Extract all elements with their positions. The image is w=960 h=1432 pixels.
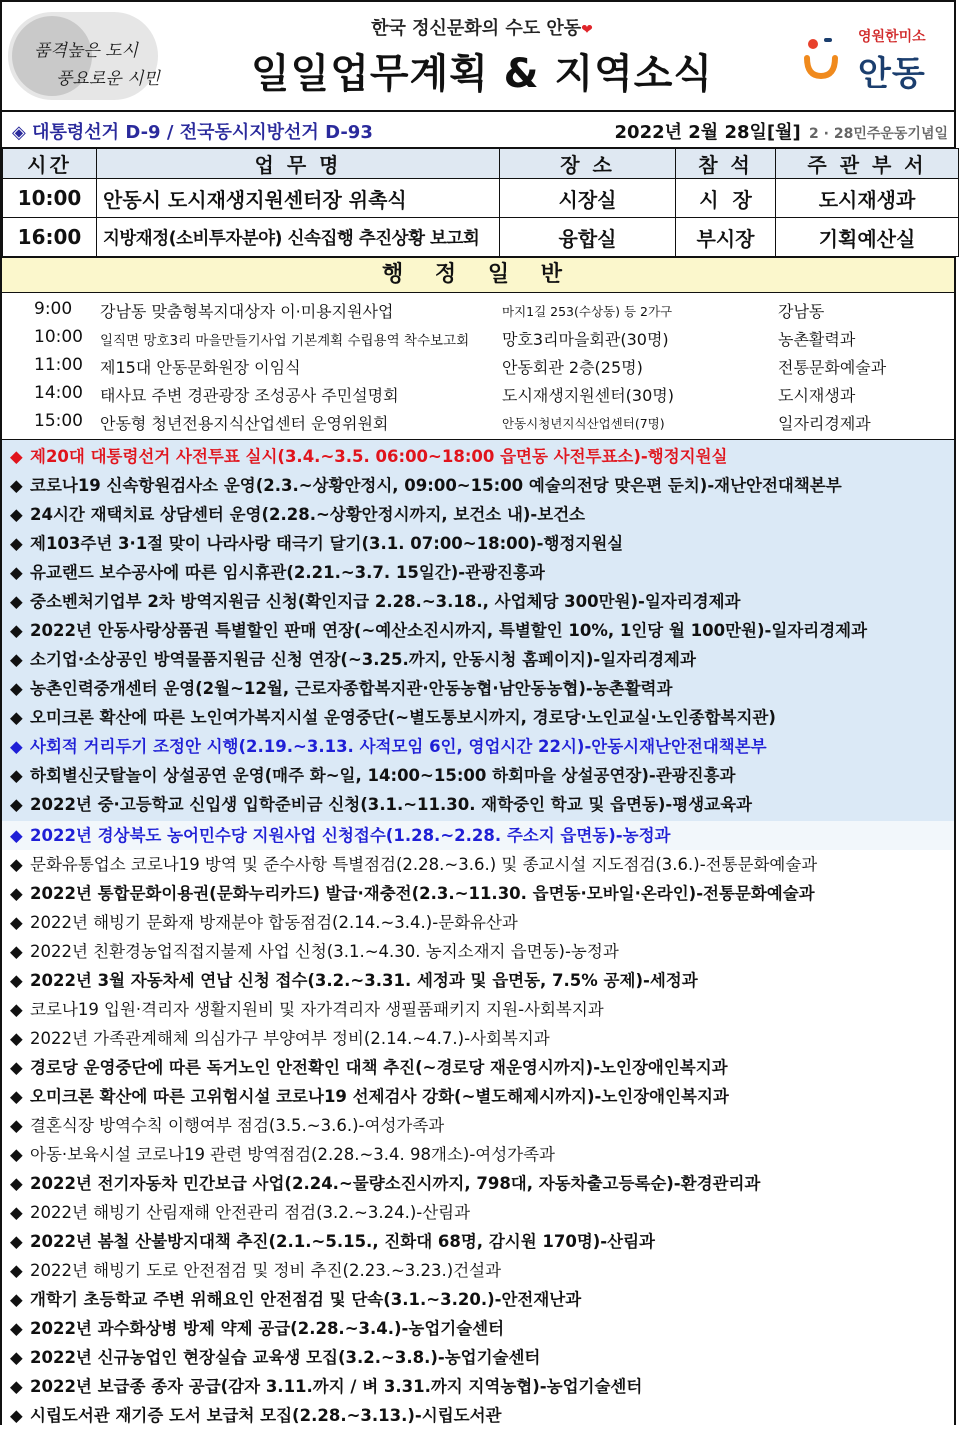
notice-list-highlighted [2,440,954,821]
notice-text: 2022년 봄철 산불방지대책 추진(2.1.~5.15., 진화대 68명, 감시원 170명)-산림과 [30,1232,655,1251]
diamond-bullet-icon: ◆ [10,855,23,874]
item-time: 14:00 [34,383,83,403]
notice-text: 결혼식장 방역수칙 이행여부 점검(3.5.~3.6.)-여성가족과 [30,1116,445,1135]
diamond-bullet-icon: ◆ [10,1116,23,1135]
col-header-task: 업 무 명 [97,149,500,179]
notice-item [2,703,954,732]
header [2,2,954,112]
item-place: 안동회관 2층(25명) [502,358,643,377]
notice-item [2,790,954,819]
cell-attendee: 시 장 [676,179,776,218]
item-task: 일직면 망호3리 마을만들기사업 기본계획 수립용역 착수보고회 [100,333,470,349]
notice-item [2,1372,954,1401]
notice-text: 소기업·소상공인 방역물품지원금 신청 연장(~3.25.까지, 안동시청 홈페이지)-일자리경제과 [30,650,696,669]
item-dept: 농촌활력과 [778,330,856,349]
col-header-time: 시간 [3,149,97,179]
notice-item [2,616,954,645]
diamond-bullet-icon: ◆ [10,1406,23,1425]
item-place: 안동시청년지식산업센터(7명) [502,416,665,431]
notice-item [2,587,954,616]
notice-item [2,500,954,529]
notice-text: 2022년 과수화상병 방제 약제 공급(2.28.~3.4.)-농업기술센터 [30,1319,505,1338]
diamond-bullet-icon: ◆ [10,1174,23,1193]
notice-text: 2022년 중·고등학교 신입생 입학준비금 신청(3.1.~11.30. 재학중인 학교 및 읍면동)-평생교육과 [30,795,752,814]
memorial-day: 2 · 28민주운동기념일 [809,126,948,142]
notice-item [2,471,954,500]
header-subtitle [302,14,662,40]
list-item [2,323,954,351]
cell-dept: 도시재생과 [776,179,959,218]
diamond-bullet-icon: ◆ [10,592,23,611]
diamond-bullet-icon: ◆ [10,1087,23,1106]
general-admin-title: 행 정 일 반 [2,257,954,293]
item-dept: 강남동 [778,302,825,321]
diamond-bullet-icon: ◆ [10,913,23,932]
notice-text: 2022년 통합문화이용권(문화누리카드) 발급·재충전(2.3.~11.30. 읍면동·모바일·온라인)-전통문화예술과 [30,884,815,903]
notice-text: 2022년 경상북도 농어민수당 지원사업 신청접수(1.28.~2.28. 주소지 읍면동)-농정과 [30,826,671,845]
notice-text: 2022년 3월 자동차세 연납 신청 접수(3.2.~3.31. 세정과 및 읍면동, 7.5% 공제)-세정과 [30,971,698,990]
item-time: 9:00 [34,299,73,319]
slogan-badge [8,12,158,100]
notice-item [2,529,954,558]
diamond-bullet-icon: ◆ [10,1145,23,1164]
notice-text: 경로당 운영중단에 따른 독거노인 안전확인 대책 추진(~경로당 재운영시까지)-노인장애인복지과 [30,1058,728,1077]
notice-text: 오미크론 확산에 따른 고위험시설 코로나19 선제검사 강화(~별도해제시까지)-노인장애인복지과 [30,1087,729,1106]
list-item [2,379,954,407]
diamond-bullet-icon: ◆ [10,447,23,466]
item-place: 망호3리마을회관(30명) [502,330,669,349]
item-place: 마지1길 253(수상동) 등 2가구 [502,304,673,319]
notice-item [2,1198,954,1227]
notice-item [2,1024,954,1053]
schedule-header-row [3,149,959,179]
diamond-bullet-icon: ◆ [10,505,23,524]
item-task: 강남동 맞춤형복지대상자 이·미용지원사업 [100,302,394,321]
notice-item [2,879,954,908]
schedule-table [2,148,959,257]
notice-item [2,850,954,879]
notice-text: 개학기 초등학교 주변 위해요인 안전점검 및 단속(3.1.~3.20.)-안전재난과 [30,1290,582,1309]
col-header-attendee: 참 석 [676,149,776,179]
notice-text: 2022년 가족관계해체 의심가구 부양여부 정비(2.14.~4.7.)-사회복지과 [30,1029,550,1048]
notice-text: 시립도서관 재기증 도서 보급처 모집(2.28.~3.13.)-시립도서관 [30,1406,502,1425]
diamond-bullet-icon: ◆ [10,884,23,903]
diamond-bullet-icon: ◆ [10,1203,23,1222]
diamond-bullet-icon: ◆ [10,476,23,495]
table-row [3,179,959,218]
cell-time: 10:00 [3,179,97,218]
cell-time: 16:00 [3,218,97,257]
cell-dept: 기획예산실 [776,218,959,257]
notice-item [2,966,954,995]
table-row [3,218,959,257]
list-item [2,407,954,435]
diamond-bullet-icon: ◆ [10,826,23,845]
notice-item [2,1140,954,1169]
notice-item [2,1314,954,1343]
notice-item [2,1111,954,1140]
notice-item [2,1053,954,1082]
notice-text: 2022년 안동사랑상품권 특별할인 판매 연장(~예산소진시까지, 특별할인 10%, 1인당 월 100만원)-일자리경제과 [30,621,868,640]
heart-icon: ❤ [581,22,593,38]
notice-item [2,732,954,761]
diamond-bullet-icon: ◆ [10,621,23,640]
notice-item [2,558,954,587]
notice-text: 유교랜드 보수공사에 따른 임시휴관(2.21.~3.7. 15일간)-관광진흥과 [30,563,545,582]
list-item [2,295,954,323]
item-task: 태사묘 주변 경관광장 조성공사 주민설명회 [100,386,399,405]
notice-text: 중소벤처기업부 2차 방역지원금 신청(확인지급 2.28.~3.18., 사업체당 300만원)-일자리경제과 [30,592,741,611]
slogan-line1: 품격높은 도시 [34,41,138,61]
notice-text: 2022년 신규농업인 현장실습 교육생 모집(3.2.~3.8.)-농업기술센터 [30,1348,541,1367]
diamond-bullet-icon: ◆ [10,766,23,785]
notice-text: 2022년 해빙기 도로 안전점검 및 정비 추진(2.23.~3.23.)건설과 [30,1261,502,1280]
notice-text: 2022년 전기자동차 민간보급 사업(2.24.~물량소진시까지, 798대, 자동차출고등록순)-환경관리과 [30,1174,761,1193]
item-place: 도시재생지원센터(30명) [502,386,674,405]
diamond-bullet-icon: ◆ [10,1348,23,1367]
diamond-bullet-icon: ◆ [10,1261,23,1280]
item-dept: 도시재생과 [778,386,856,405]
cell-place: 시장실 [500,179,676,218]
notice-text: 제20대 대통령선거 사전투표 실시(3.4.~3.5. 06:00~18:00 읍면동 사전투표소)-행정지원실 [30,447,728,466]
list-item [2,351,954,379]
notice-text: 2022년 해빙기 산림재해 안전관리 점검(3.2.~3.24.)-산림과 [30,1203,471,1222]
diamond-bullet-icon: ◆ [10,1377,23,1396]
general-admin-list [2,293,954,440]
notice-item [2,1256,954,1285]
header-subtitle-text: 한국 정신문화의 수도 안동 [371,18,582,39]
notice-item [2,761,954,790]
page-title: 일일업무계획 & 지역소식 [250,51,714,97]
logo-tagline: 영원한미소 [858,29,926,45]
notice-item [2,1343,954,1372]
notice-text: 아동·보육시설 코로나19 관련 방역점검(2.28.~3.4. 98개소)-여성가족과 [30,1145,555,1164]
notice-item [2,908,954,937]
cell-attendee: 부시장 [676,218,776,257]
notice-text: 제103주년 3·1절 맞이 나라사랑 태극기 달기(3.1. 07:00~18:00)-행정지원실 [30,534,624,553]
andong-logo [798,20,938,94]
notice-item [2,937,954,966]
notice-item [2,995,954,1024]
notice-text: 사회적 거리두기 조정안 시행(2.19.~3.13. 사적모임 6인, 영업시간 22시)-안동시재난안전대책본부 [30,737,767,756]
election-countdown: ◈ 대통령선거 D-9 / 전국동시지방선거 D-93 [12,122,373,143]
item-task: 안동형 청년전용지식산업센터 운영위원회 [100,414,389,433]
diamond-bullet-icon: ◆ [10,1000,23,1019]
smile-logo-icon [804,36,838,80]
diamond-bullet-icon: ◆ [10,971,23,990]
diamond-bullet-icon: ◆ [10,1029,23,1048]
notice-item [2,821,954,850]
notice-text: 농촌인력중개센터 운영(2월~12월, 근로자종합복지관·안동농협·남안동농협)-농촌활력과 [30,679,673,698]
cell-task: 지방재정(소비투자분야) 신속집행 추진상황 보고회 [97,218,500,257]
notice-text: 코로나19 신속항원검사소 운영(2.3.~상황안정시, 09:00~15:00 예술의전당 맞은편 둔치)-재난안전대책본부 [30,476,842,495]
item-time: 15:00 [34,411,83,431]
cell-place: 융합실 [500,218,676,257]
diamond-bullet-icon: ◆ [10,1319,23,1338]
date-info [615,118,948,144]
diamond-bullet-icon: ◆ [10,679,23,698]
notice-text: 2022년 보급종 종자 공급(감자 3.11.까지 / 벼 3.31.까지 지역농협)-농업기술센터 [30,1377,643,1396]
notice-item [2,674,954,703]
diamond-bullet-icon: ◆ [10,563,23,582]
notice-text: 문화유통업소 코로나19 방역 및 준수사항 특별점검(2.28.~3.6.) 및 종교시설 지도점검(3.6.)-전통문화예술과 [30,855,818,874]
notice-item [2,1401,954,1430]
notice-item [2,1169,954,1198]
notice-item [2,442,954,471]
election-bar [2,112,954,148]
col-header-dept: 주 관 부 서 [776,149,959,179]
diamond-bullet-icon: ◆ [10,737,23,756]
notice-text: 2022년 친환경농업직접지불제 사업 신청(3.1.~4.30. 농지소재지 읍면동)-농정과 [30,942,619,961]
current-date: 2022년 2월 28일[월] [614,122,801,143]
notice-text: 하회별신굿탈놀이 상설공연 운영(매주 화~일, 14:00~15:00 하회마을 상설공연장)-관광진흥과 [30,766,736,785]
notice-item [2,645,954,674]
diamond-bullet-icon: ◆ [10,942,23,961]
diamond-bullet-icon: ◆ [10,650,23,669]
notice-item [2,1082,954,1111]
item-time: 10:00 [34,327,83,347]
cell-task: 안동시 도시재생지원센터장 위촉식 [97,179,500,218]
notice-list [2,821,954,1432]
notice-item [2,1227,954,1256]
notice-text: 24시간 재택치료 상담센터 운영(2.28.~상황안정시까지, 보건소 내)-보건소 [30,505,586,524]
item-task: 제15대 안동문화원장 이임식 [100,358,301,377]
notice-text: 2022년 해빙기 문화재 방재분야 합동점검(2.14.~3.4.)-문화유산과 [30,913,518,932]
notice-text: 코로나19 입원·격리자 생활지원비 및 자가격리자 생필품패키지 지원-사회복지과 [30,1000,604,1019]
diamond-bullet-icon: ◆ [10,708,23,727]
slogan-line2: 풍요로운 시민 [56,69,160,89]
diamond-bullet-icon: ◆ [10,1290,23,1309]
item-dept: 전통문화예술과 [778,358,887,377]
diamond-bullet-icon: ◆ [10,534,23,553]
diamond-bullet-icon: ◆ [10,1232,23,1251]
diamond-bullet-icon: ◆ [10,795,23,814]
col-header-place: 장 소 [500,149,676,179]
item-time: 11:00 [34,355,83,375]
item-dept: 일자리경제과 [778,414,871,433]
notice-text: 오미크론 확산에 따른 노인여가복지시설 운영중단(~별도통보시까지, 경로당·노인교실·노인종합복지관) [30,708,776,727]
notice-item [2,1285,954,1314]
logo-city-name: 안동 [858,54,926,94]
diamond-bullet-icon: ◆ [10,1058,23,1077]
